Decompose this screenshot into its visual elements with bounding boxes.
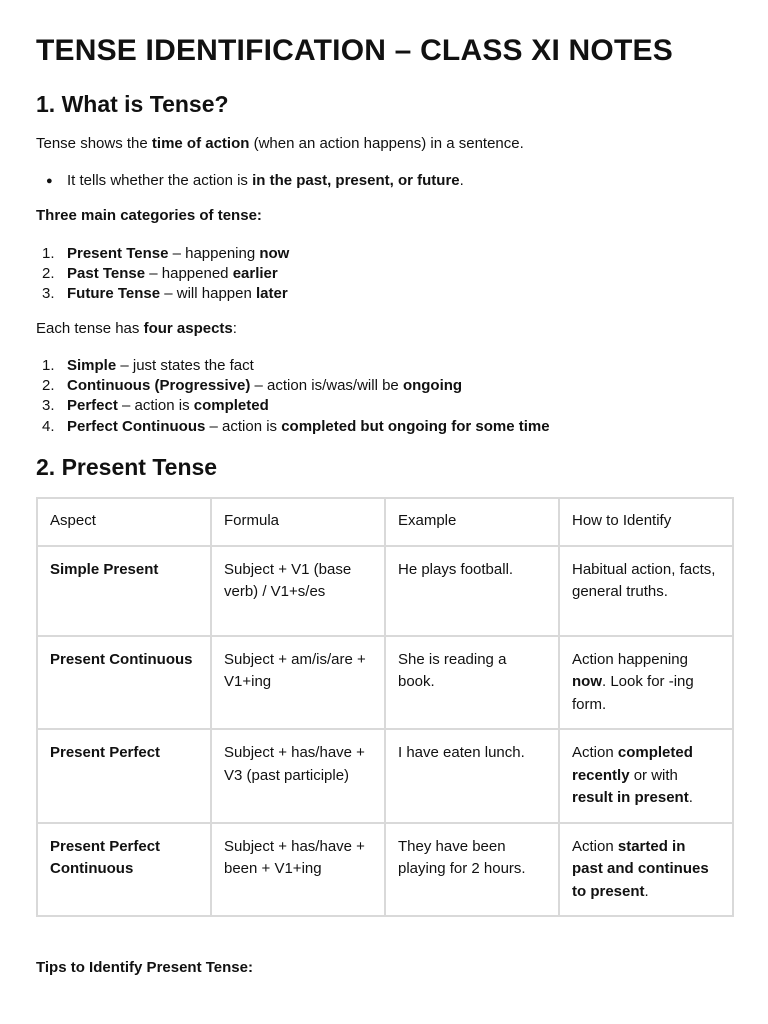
aspect-cell: Present Perfect Continuous xyxy=(37,823,211,917)
list-text: – action is xyxy=(205,417,282,435)
identify-cell xyxy=(559,636,733,730)
page-title: TENSE IDENTIFICATION – CLASS XI NOTES xyxy=(36,34,673,67)
aspects-intro xyxy=(36,319,237,339)
list-number: 2. xyxy=(42,265,55,283)
section-heading-what-is-tense: 1. What is Tense? xyxy=(36,91,229,117)
table-row xyxy=(37,546,733,636)
table-header-cell: Example xyxy=(385,498,559,546)
aspect-cell: Simple Present xyxy=(37,546,211,636)
bullet-item xyxy=(36,171,464,191)
list-term: Future Tense xyxy=(67,285,161,303)
list-item xyxy=(36,356,550,376)
intro-paragraph xyxy=(36,134,524,154)
list-text: – just states the fact xyxy=(116,357,254,374)
list-text: – action is xyxy=(117,397,194,415)
bullet-text-end: . xyxy=(459,172,464,189)
bullet-text: It tells whether the action is xyxy=(67,172,253,189)
list-text: – happening xyxy=(168,245,260,262)
table-header-row xyxy=(37,498,733,546)
identify-emphasis: started in past and continues to present xyxy=(572,837,709,900)
identify-text-mid: or with xyxy=(629,766,678,784)
list-emphasis: now xyxy=(259,245,290,262)
present-tense-table xyxy=(36,497,734,917)
formula-cell: Subject + V1 (base verb) / V1+s/es xyxy=(211,546,385,636)
list-text: – action is/was/will be xyxy=(250,377,403,395)
identify-emphasis: now xyxy=(572,673,602,690)
identify-emphasis: completed recently xyxy=(572,744,693,784)
identify-text-end: . xyxy=(688,789,693,806)
intro-emphasis: time of action xyxy=(151,135,250,152)
intro-text: Tense shows the xyxy=(36,135,152,152)
identify-text-end: . Look for -ing form. xyxy=(572,673,694,713)
list-number: 3. xyxy=(42,397,55,415)
list-emphasis: earlier xyxy=(232,265,278,283)
identify-emphasis-2: result in present xyxy=(572,789,689,806)
list-term: Perfect xyxy=(67,397,118,415)
list-emphasis: completed but ongoing for some time xyxy=(281,417,550,435)
identify-text: Action xyxy=(572,837,618,855)
list-item xyxy=(36,244,289,264)
identify-text: Action xyxy=(572,744,618,761)
table-row xyxy=(37,729,733,823)
formula-cell: Subject + has/have + been + V1+ing xyxy=(211,823,385,917)
list-emphasis: later xyxy=(255,285,288,303)
aspects-list xyxy=(36,356,550,437)
aspect-cell: Present Continuous xyxy=(37,636,211,730)
list-number: 2. xyxy=(42,377,55,395)
list-item xyxy=(36,376,550,396)
example-cell: He plays football. xyxy=(385,546,559,636)
table-header-cell: How to Identify xyxy=(559,498,733,546)
list-number: 4. xyxy=(42,417,55,435)
list-term: Present Tense xyxy=(67,245,169,262)
list-number: 3. xyxy=(42,285,55,303)
identify-cell xyxy=(559,729,733,823)
formula-cell: Subject + has/have + V3 (past participle) xyxy=(211,729,385,823)
table-row xyxy=(37,823,733,917)
list-term: Continuous (Progressive) xyxy=(67,377,251,395)
list-item xyxy=(36,264,289,284)
example-cell: She is reading a book. xyxy=(385,636,559,730)
identify-cell xyxy=(559,823,733,917)
list-term: Past Tense xyxy=(67,265,146,283)
section-heading-present-tense: 2. Present Tense xyxy=(36,454,218,480)
categories-list xyxy=(36,244,289,305)
identify-cell xyxy=(559,546,733,636)
identify-text-end: . xyxy=(644,882,649,900)
intro-text-end: (when an action happens) in a sentence. xyxy=(249,135,524,152)
bullet-emphasis: in the past, present, or future xyxy=(252,172,460,189)
list-term: Perfect Continuous xyxy=(67,417,206,435)
formula-cell: Subject + am/is/are + V1+ing xyxy=(211,636,385,730)
categories-label: Three main categories of tense: xyxy=(36,207,262,224)
list-number: 1. xyxy=(42,245,55,262)
tips-label: Tips to Identify Present Tense: xyxy=(36,959,253,976)
list-emphasis: completed xyxy=(193,397,269,415)
table-header-cell: Aspect xyxy=(37,498,211,546)
aspects-intro-text: Each tense has xyxy=(36,320,144,337)
aspects-intro-end: : xyxy=(232,320,237,337)
example-cell: They have been playing for 2 hours. xyxy=(385,823,559,917)
list-emphasis: ongoing xyxy=(402,377,463,395)
identify-text: Action happening xyxy=(572,650,688,668)
list-text: – happened xyxy=(145,265,233,283)
list-item xyxy=(36,284,289,304)
list-term: Simple xyxy=(67,357,117,374)
identify-text: Habitual action, facts, general truths. xyxy=(572,560,716,600)
list-number: 1. xyxy=(42,357,55,374)
example-cell: I have eaten lunch. xyxy=(385,729,559,823)
table-header-cell: Formula xyxy=(211,498,385,546)
list-item xyxy=(36,396,550,416)
aspect-cell: Present Perfect xyxy=(37,729,211,823)
list-text: – will happen xyxy=(160,285,256,303)
table-row xyxy=(37,636,733,730)
aspects-intro-emphasis: four aspects xyxy=(143,320,233,337)
list-item xyxy=(36,417,550,437)
